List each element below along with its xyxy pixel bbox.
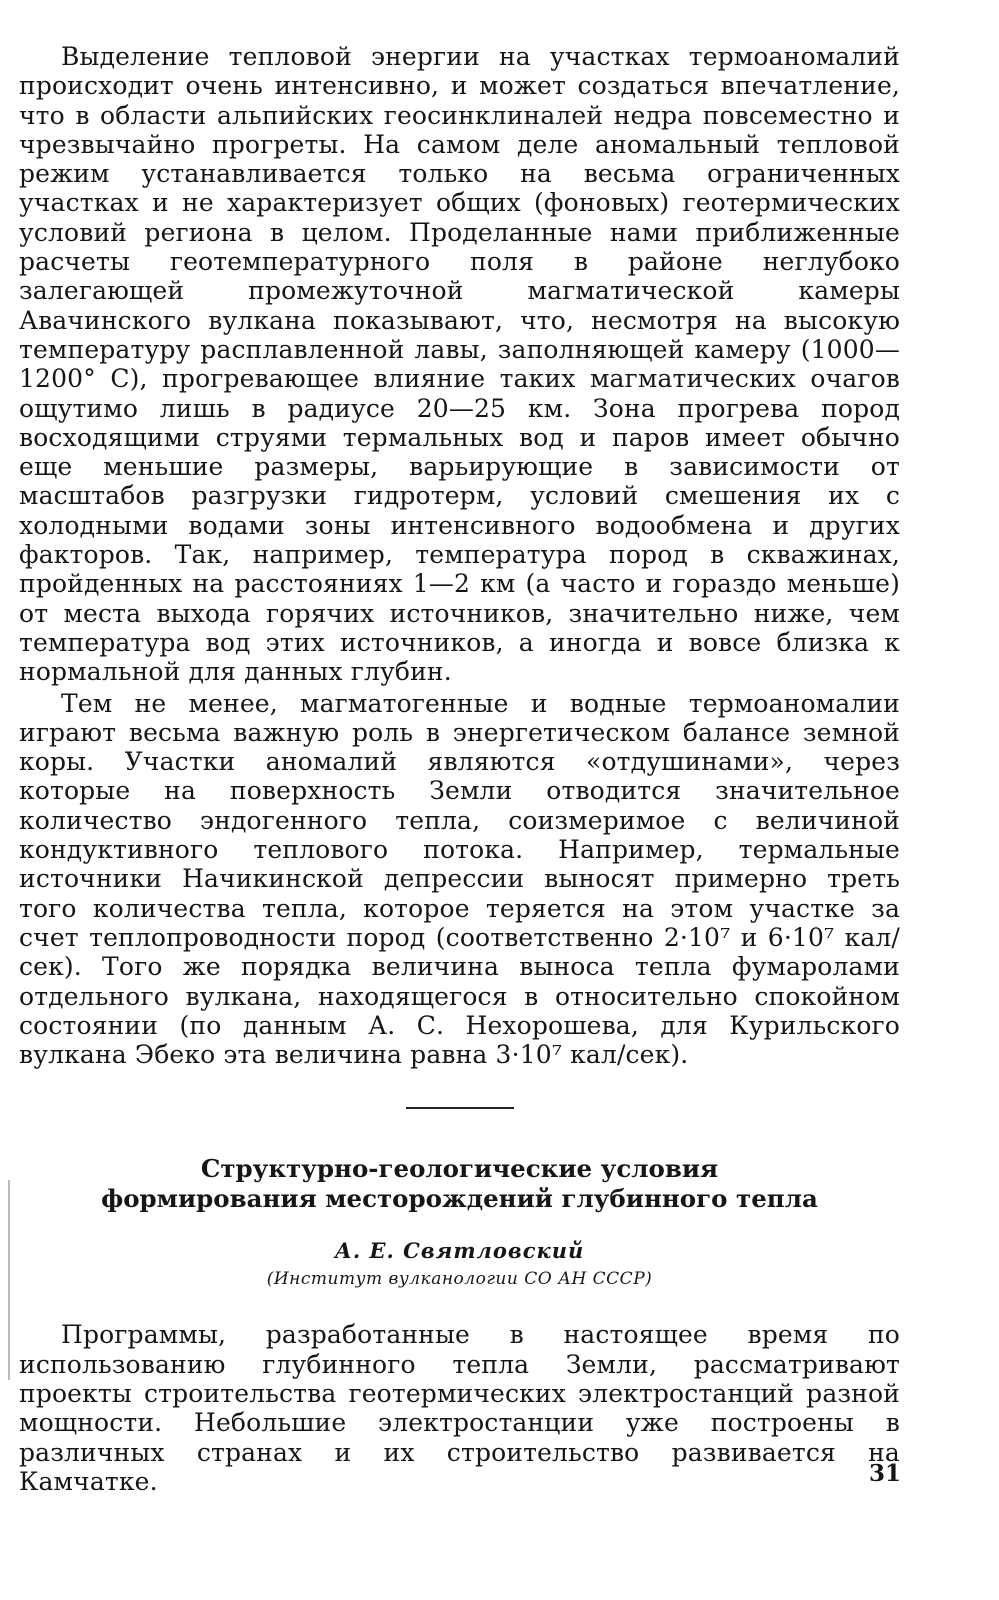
author-name: А. Е. Святловский [334,1238,585,1264]
page-number: 31 [869,1460,902,1487]
section-intro-paragraph: Программы, разработанные в настоящее время по использованию глубинного тепла Земли, рассматривают проекты строительства геотермических электростанций разной мощности. Небольшие электростанции уже построены в различных странах и их строительство развивается на Камчатке. [19,1320,900,1496]
body-paragraph-1: Выделение тепловой энергии на участках термоаномалий происходит очень интенсивно, и может создаться впечатление, что в области альпийских геосинклиналей недра повсеместно и чрезвычайно прогреты. На самом деле аномальный тепловой режим устанавливается только на весьма ограниченных участках и не характеризует общих (фоновых) геотермических условий региона в целом. Проделанные нами приближенные расчеты геотемпературного поля в районе неглубоко залегающей промежуточной магматической камеры Авачинского вулкана показывают, что, несмотря на высокую температуру расплавленной лавы, заполняющей камеру (1000—1200° С), прогревающее влияние таких магматических очагов ощутимо лишь в радиусе 20—25 км. Зона прогрева пород восходящими струями термальных вод и паров имеет обычно еще меньшие размеры, варьирующие в зависимости от масштабов разгрузки гидротерм, условий смешения их с холодными водами зоны интенсивного водообмена и других факторов. Так, например, температура пород в скважинах, пройденных на расстояниях 1—2 км (а часто и гораздо меньше) от места выхода горячих источников, значительно ниже, чем температура вод этих источников, а иногда и вовсе близка к нормальной для данных глубин. [19,42,900,687]
section-divider [406,1107,514,1109]
body-paragraph-2: Тем не менее, магматогенные и водные термоаномалии играют весьма важную роль в энергетическом балансе земной коры. Участки аномалий являются «отдушинами», через которые на поверхность Земли отводится значительное количество эндогенного тепла, соизмеримое с величиной кондуктивного теплового потока. Например, термальные источники Начикинской депрессии выносят примерно треть того количества тепла, которое теряется на этом участке за счет теплопроводности пород (соответственно 2·10⁷ и 6·10⁷ кал/сек). Того же порядка величина выноса тепла фумаролами отдельного вулкана, находящегося в относительно спокойном состоянии (по данным А. С. Нехорошева, для Курильского вулкана Эбеко эта величина равна 3·10⁷ кал/сек). [19,688,900,1070]
author-affiliation: (Институт вулканологии СО АН СССР) [266,1269,653,1290]
section-title-line-1: Структурно-геологические условия [200,1154,719,1184]
page-content [19,42,900,1496]
section-title-line-2: формирования месторождений глубинного тепла [101,1184,818,1214]
scan-margin-line [8,1180,10,1380]
section-title [19,1154,900,1214]
